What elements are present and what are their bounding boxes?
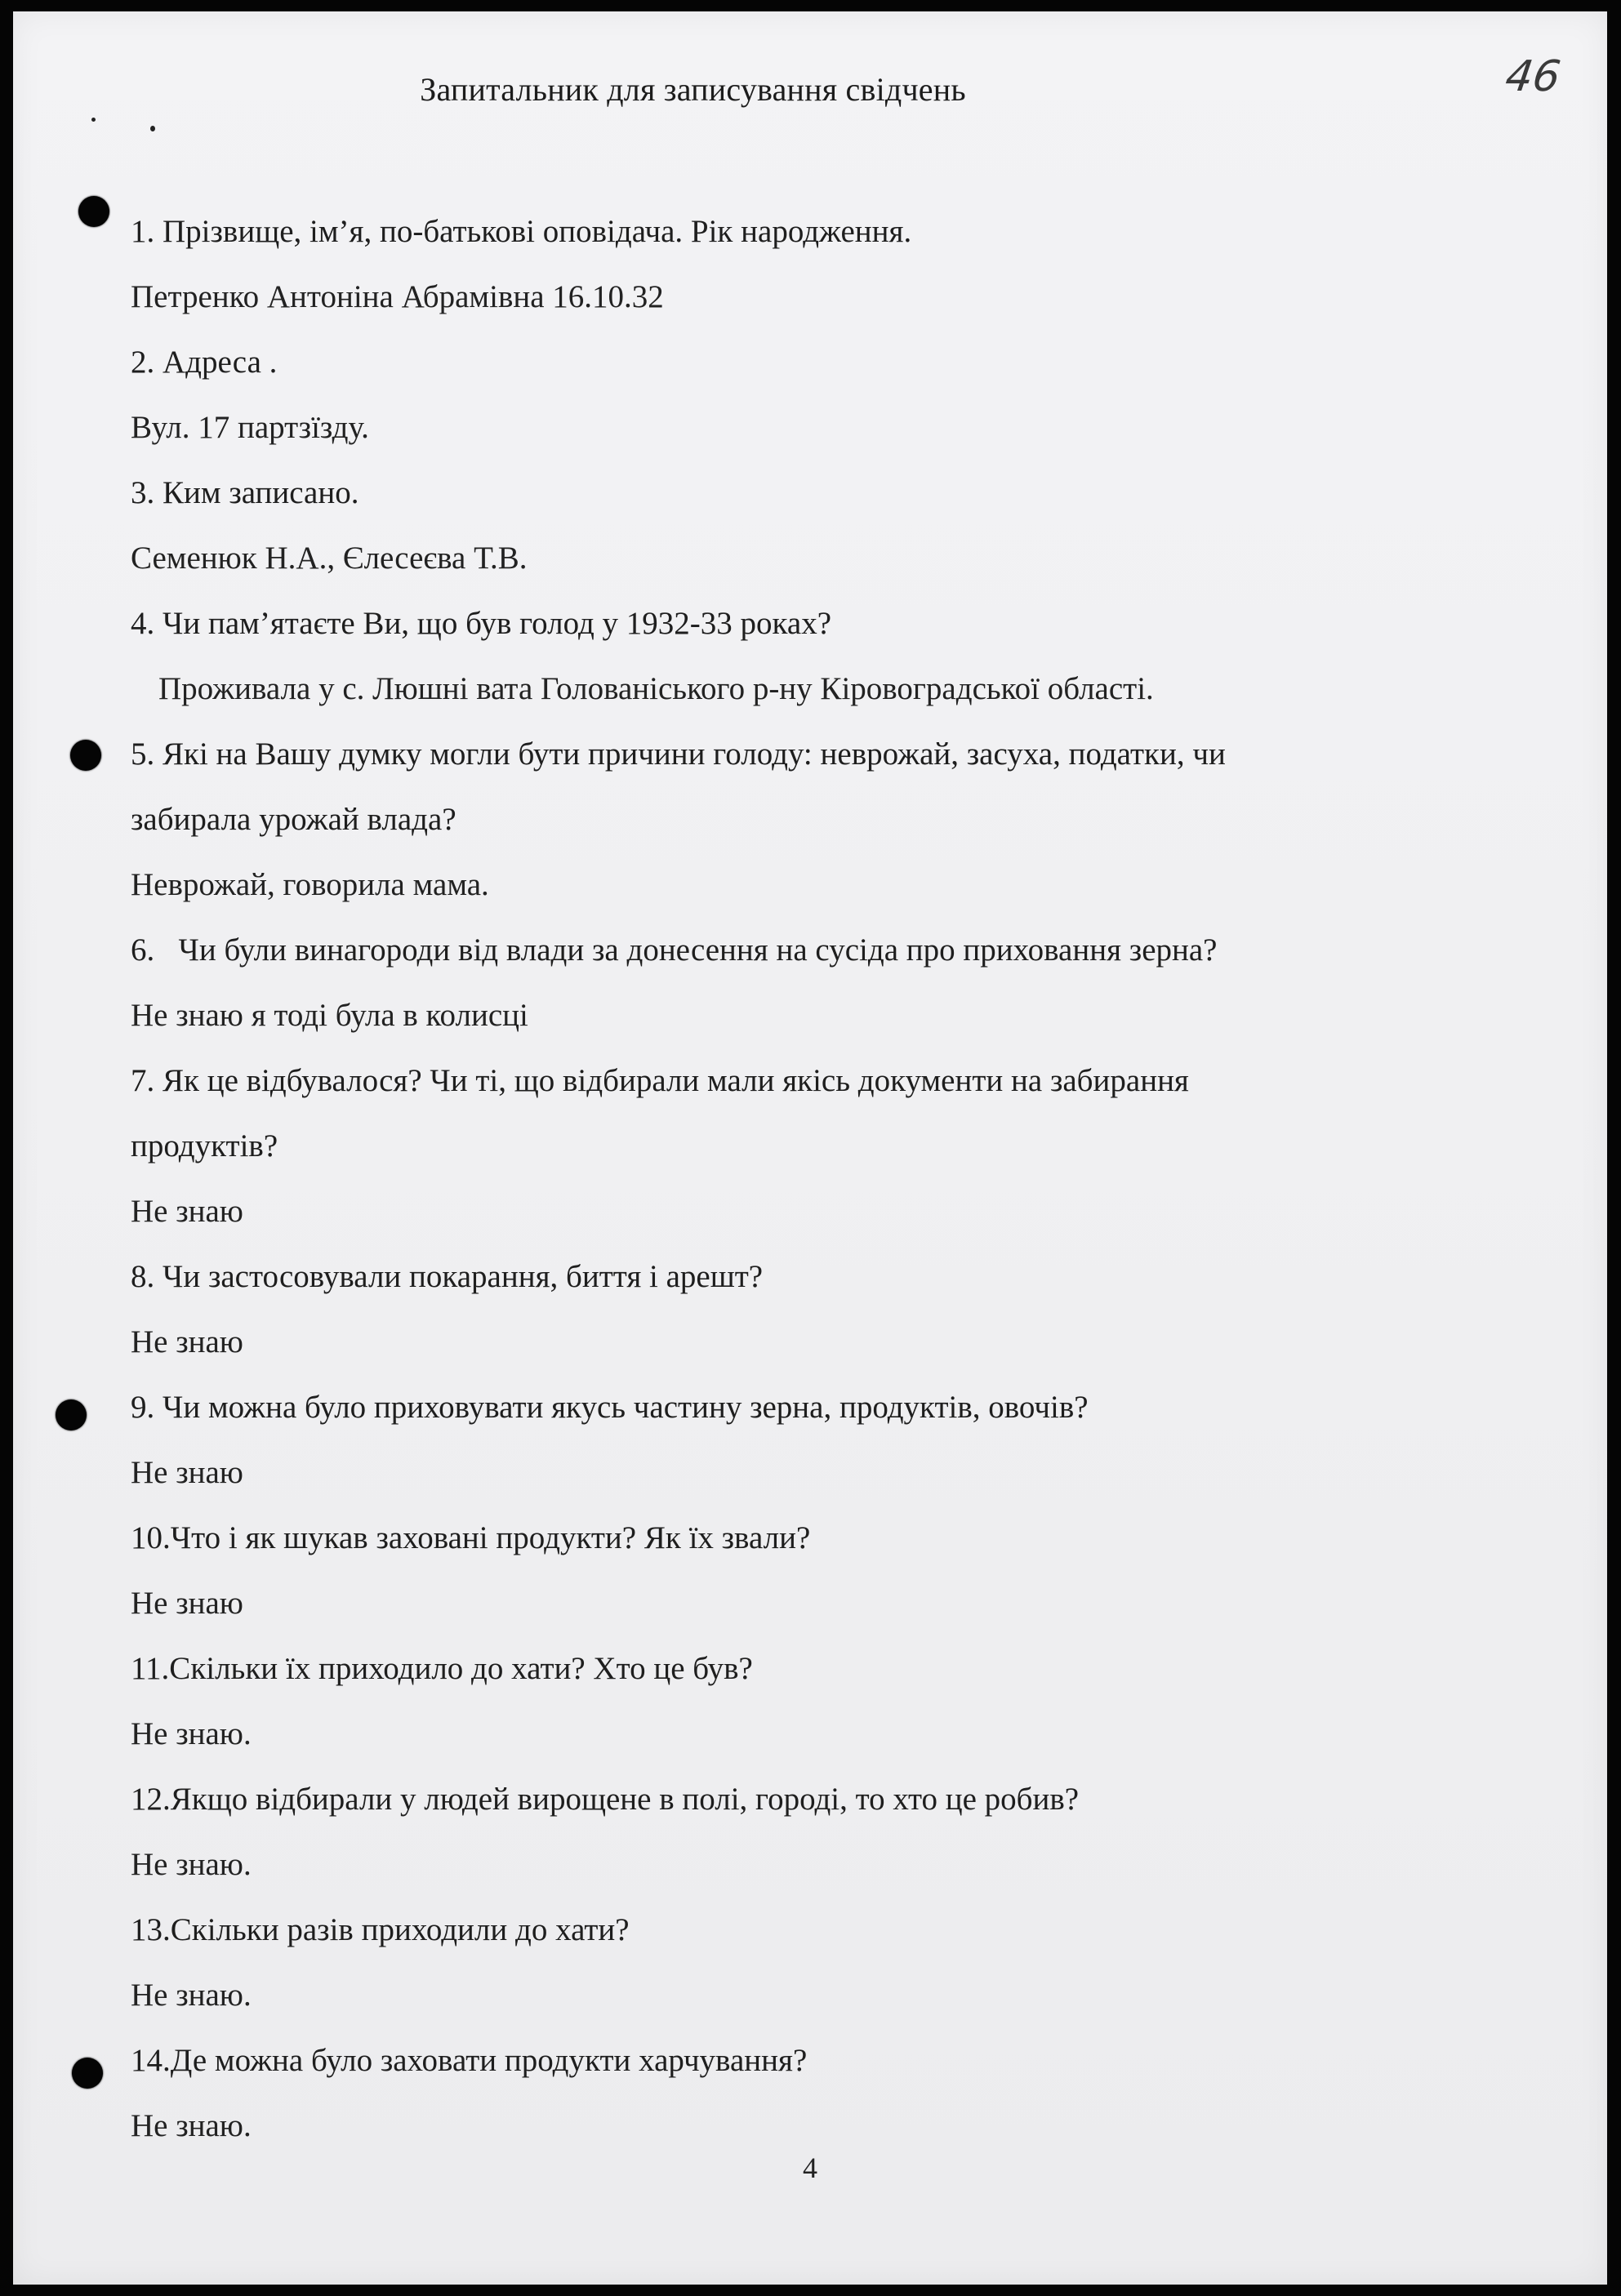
- question-8: 8. Чи застосовували покарання, биття і арешт?: [131, 1259, 764, 1294]
- question-9: 9. Чи можна було приховувати якусь частину зерна, продуктів, овочів?: [131, 1390, 1089, 1425]
- question-4: 4. Чи пам’ятаєте Ви, що був голод у 1932-33 роках?: [131, 606, 832, 641]
- question-5-continued: забирала урожай влада?: [131, 802, 456, 837]
- document-title: Запитальник для записування свідчень: [420, 71, 966, 108]
- question-12: 12.Якщо відбирали у людей вирощене в полі, городі, то хто це робив?: [131, 1782, 1080, 1817]
- document-page: [13, 11, 1607, 2285]
- question-1: 1. Прізвище, ім’я, по-батькові оповідача. Рік народження.: [131, 214, 912, 249]
- question-13: 13.Скільки разів приходили до хати?: [131, 1912, 630, 1947]
- question-6: 6. Чи були винагороди від влади за донесення на сусіда про приховання зерна?: [131, 932, 1218, 968]
- answer-5: Неврожай, говорила мама.: [131, 867, 489, 902]
- question-2: 2. Адреса .: [131, 345, 278, 380]
- punch-hole: [56, 1399, 87, 1431]
- answer-2: Вул. 17 партзїзду.: [131, 410, 369, 445]
- answer-4: Проживала у с. Люшні вата Голованіського р-ну Кіровоградської області.: [158, 671, 1154, 706]
- answer-13: Не знаю.: [131, 1978, 252, 2013]
- answer-7: Не знаю: [131, 1194, 243, 1229]
- question-3: 3. Ким записано.: [131, 475, 359, 510]
- answer-12: Не знаю.: [131, 1847, 252, 1882]
- punch-hole: [72, 2058, 103, 2089]
- question-14: 14.Де можна було заховати продукти харчування?: [131, 2043, 808, 2078]
- handwritten-folio-number: 46: [1502, 52, 1564, 101]
- question-10: 10.Что і як шукав заховані продукти? Як їх звали?: [131, 1520, 811, 1555]
- answer-6: Не знаю я тоді була в колисці: [131, 998, 528, 1033]
- answer-8: Не знаю: [131, 1324, 243, 1359]
- answer-3: Семенюк Н.А., Єлесеєва Т.В.: [131, 541, 528, 576]
- answer-14: Не знаю.: [131, 2108, 252, 2143]
- question-7: 7. Як це відбувалося? Чи ті, що відбирали мали якісь документи на забирання: [131, 1063, 1189, 1098]
- punch-hole: [70, 740, 101, 771]
- punch-hole: [78, 196, 109, 227]
- questionnaire-body: [131, 199, 1519, 2159]
- question-5: 5. Які на Вашу думку могли бути причини голоду: неврожай, засуха, податки, чи: [131, 736, 1226, 772]
- ink-speck: [150, 126, 155, 131]
- answer-11: Не знаю.: [131, 1716, 252, 1751]
- answer-1: Петренко Антоніна Абрамівна 16.10.32: [131, 279, 664, 314]
- page-number: 4: [803, 2151, 817, 2184]
- ink-speck: [91, 118, 96, 122]
- question-7-continued: продуктів?: [131, 1128, 278, 1164]
- answer-9: Не знаю: [131, 1455, 243, 1490]
- question-11: 11.Скільки їх приходило до хати? Хто це був?: [131, 1651, 753, 1686]
- answer-10: Не знаю: [131, 1586, 243, 1621]
